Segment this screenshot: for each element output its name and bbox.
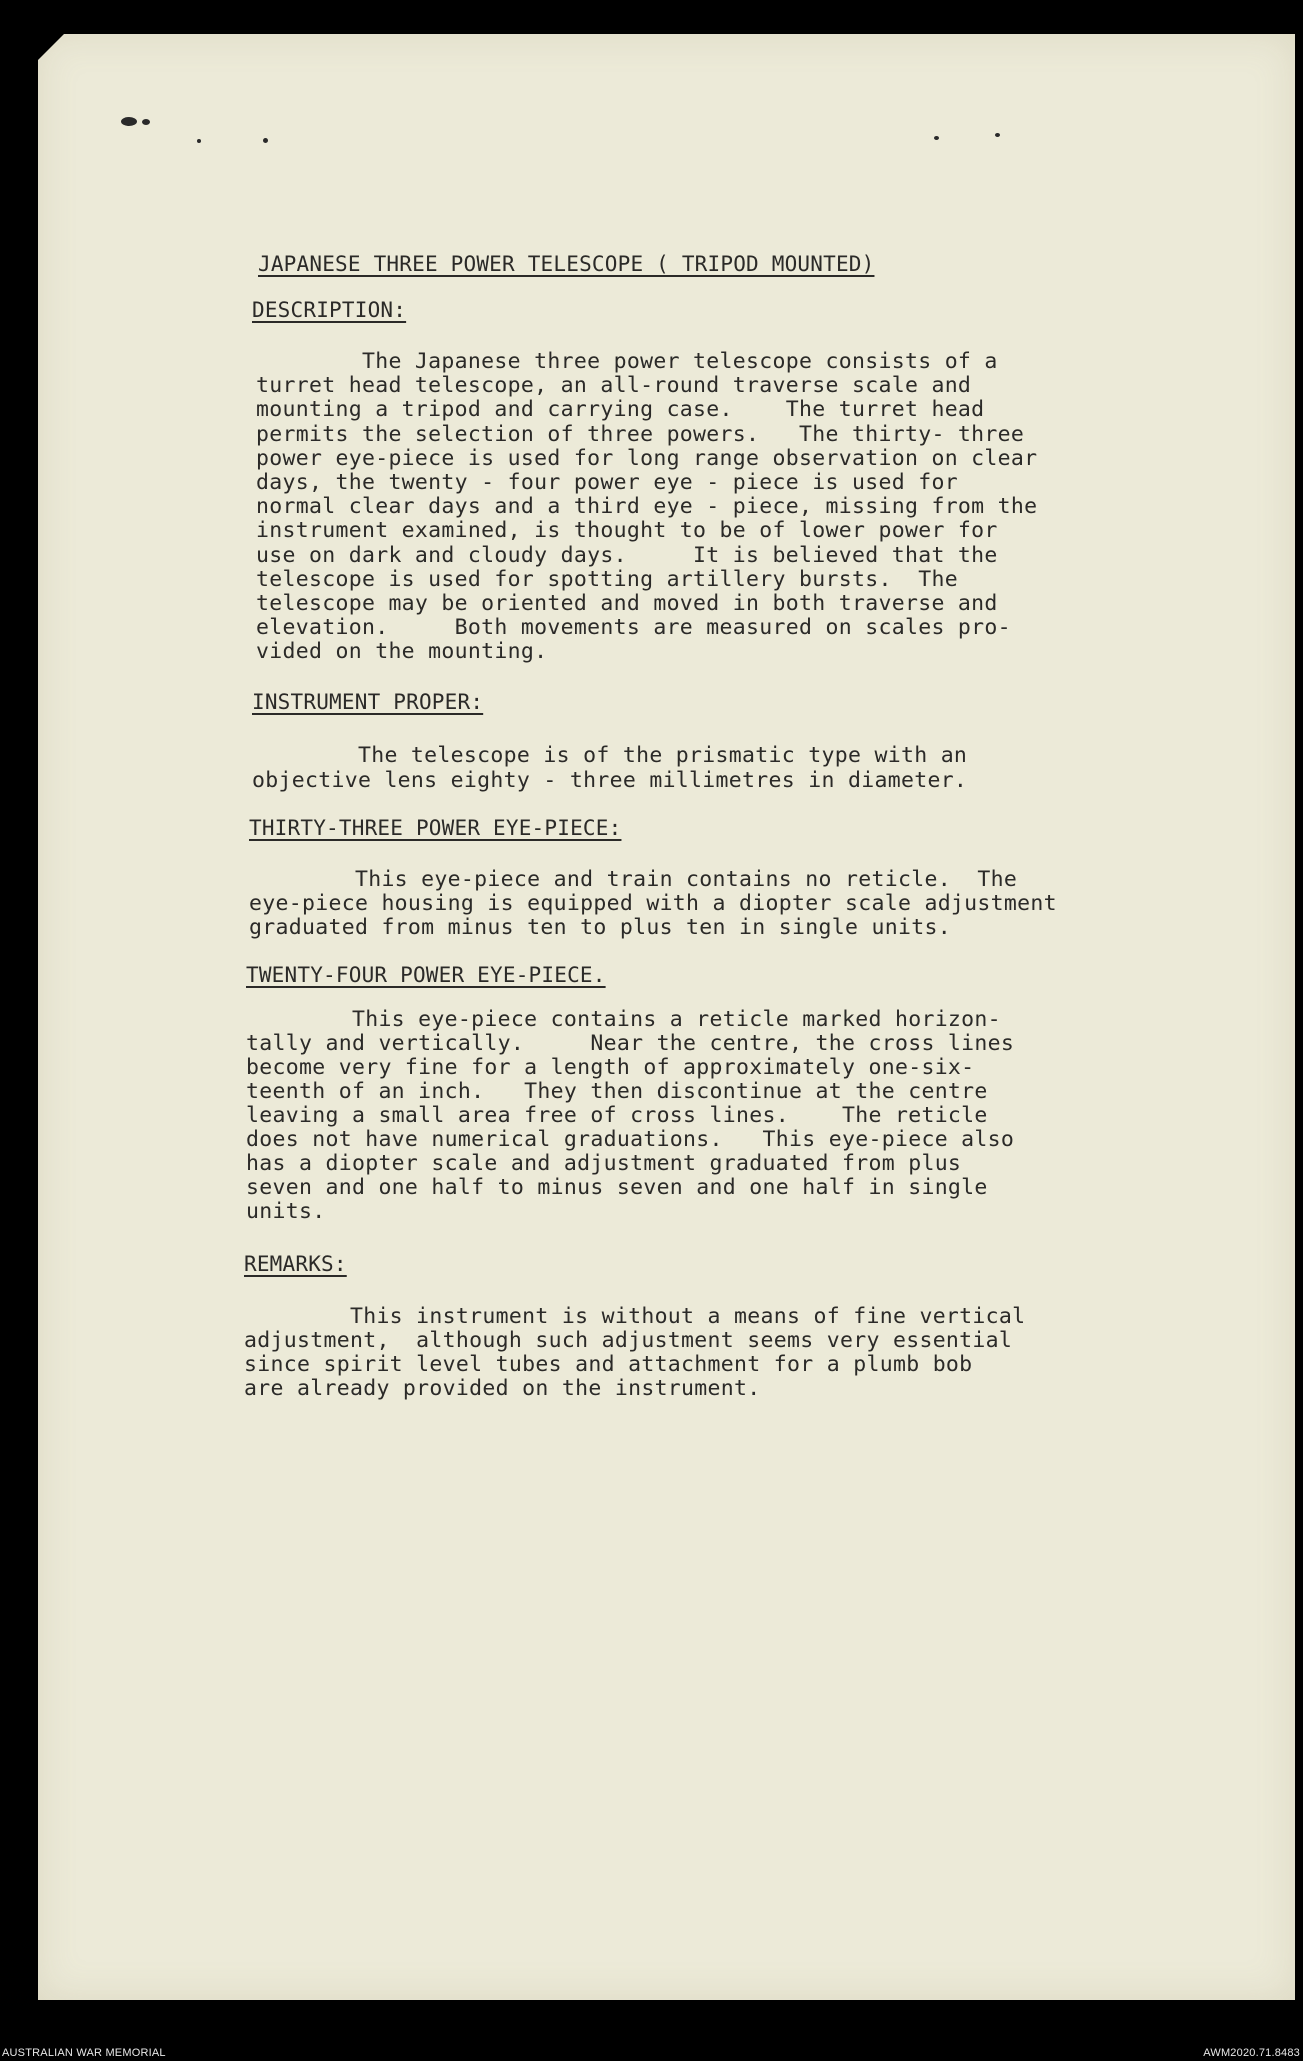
paragraph-line: The telescope is of the prismatic type with an	[252, 743, 968, 768]
paragraph-line: adjustment, although such adjustment seems very essential	[244, 1328, 1013, 1353]
paragraph-line: This eye-piece and train contains no reticle. The	[249, 867, 1018, 892]
paragraph-line: instrument examined, is thought to be of lower power for	[256, 518, 998, 543]
paragraph-line: units.	[246, 1199, 326, 1224]
section-heading-remarks: REMARKS:	[244, 1252, 347, 1276]
footer-accession-number: AWM2020.71.8483	[1203, 2047, 1300, 2059]
staple-mark	[121, 117, 137, 126]
paragraph-line: mounting a tripod and carrying case. The turret head	[256, 397, 985, 422]
footer-credit: AUSTRALIAN WAR MEMORIAL	[2, 2047, 166, 2059]
paragraph-line: are already provided on the instrument.	[244, 1376, 761, 1401]
paragraph-line: since spirit level tubes and attachment for a plumb bob	[244, 1352, 973, 1377]
paragraph-line: seven and one half to minus seven and one half in single	[246, 1175, 988, 1200]
paragraph-line: use on dark and cloudy days. It is believed that the	[256, 543, 998, 568]
paragraph-line: vided on the mounting.	[256, 639, 548, 664]
staple-mark	[263, 138, 268, 143]
paragraph-line: graduated from minus ten to plus ten in single units.	[249, 915, 951, 940]
paragraph-line: eye-piece housing is equipped with a diopter scale adjustment	[249, 891, 1057, 916]
document-title: JAPANESE THREE POWER TELESCOPE ( TRIPOD MOUNTED)	[258, 252, 875, 276]
paragraph-line: turret head telescope, an all-round traverse scale and	[256, 373, 972, 398]
folded-corner	[38, 34, 64, 60]
paragraph-line: has a diopter scale and adjustment graduated from plus	[246, 1151, 962, 1176]
paragraph-line: elevation. Both movements are measured on scales pro-	[256, 615, 1011, 640]
staple-mark	[142, 119, 150, 125]
paragraph-line: objective lens eighty - three millimetres in diameter.	[252, 768, 968, 793]
staple-mark	[995, 133, 1000, 137]
paragraph-line: teenth of an inch. They then discontinue at the centre	[246, 1079, 988, 1104]
staple-mark	[197, 139, 201, 143]
paragraph-line: telescope may be oriented and moved in both traverse and	[256, 591, 998, 616]
section-heading-thirty-three-power: THIRTY-THREE POWER EYE-PIECE:	[249, 816, 622, 840]
paragraph-line: normal clear days and a third eye - piece, missing from the	[256, 494, 1038, 519]
section-heading-description: DESCRIPTION:	[252, 298, 407, 322]
paragraph-line: tally and vertically. Near the centre, the cross lines	[246, 1031, 1015, 1056]
section-heading-instrument-proper: INSTRUMENT PROPER:	[252, 690, 484, 714]
paragraph-line: telescope is used for spotting artillery bursts. The	[256, 567, 958, 592]
paragraph-line: This instrument is without a means of fine vertical	[244, 1304, 1026, 1329]
paragraph-line: permits the selection of three powers. The thirty- three	[256, 422, 1025, 447]
paragraph-line: does not have numerical graduations. This eye-piece also	[246, 1127, 1015, 1152]
paragraph-line: leaving a small area free of cross lines. The reticle	[246, 1103, 988, 1128]
section-heading-twenty-four-power: TWENTY-FOUR POWER EYE-PIECE.	[246, 963, 606, 987]
staple-mark	[934, 136, 939, 140]
paragraph-line: This eye-piece contains a reticle marked horizon-	[246, 1007, 1001, 1032]
paragraph-line: The Japanese three power telescope consists of a	[256, 349, 998, 374]
paragraph-line: power eye-piece is used for long range observation on clear	[256, 446, 1038, 471]
paragraph-line: days, the twenty - four power eye - piece is used for	[256, 470, 958, 495]
paragraph-line: become very fine for a length of approximately one-six-	[246, 1055, 975, 1080]
